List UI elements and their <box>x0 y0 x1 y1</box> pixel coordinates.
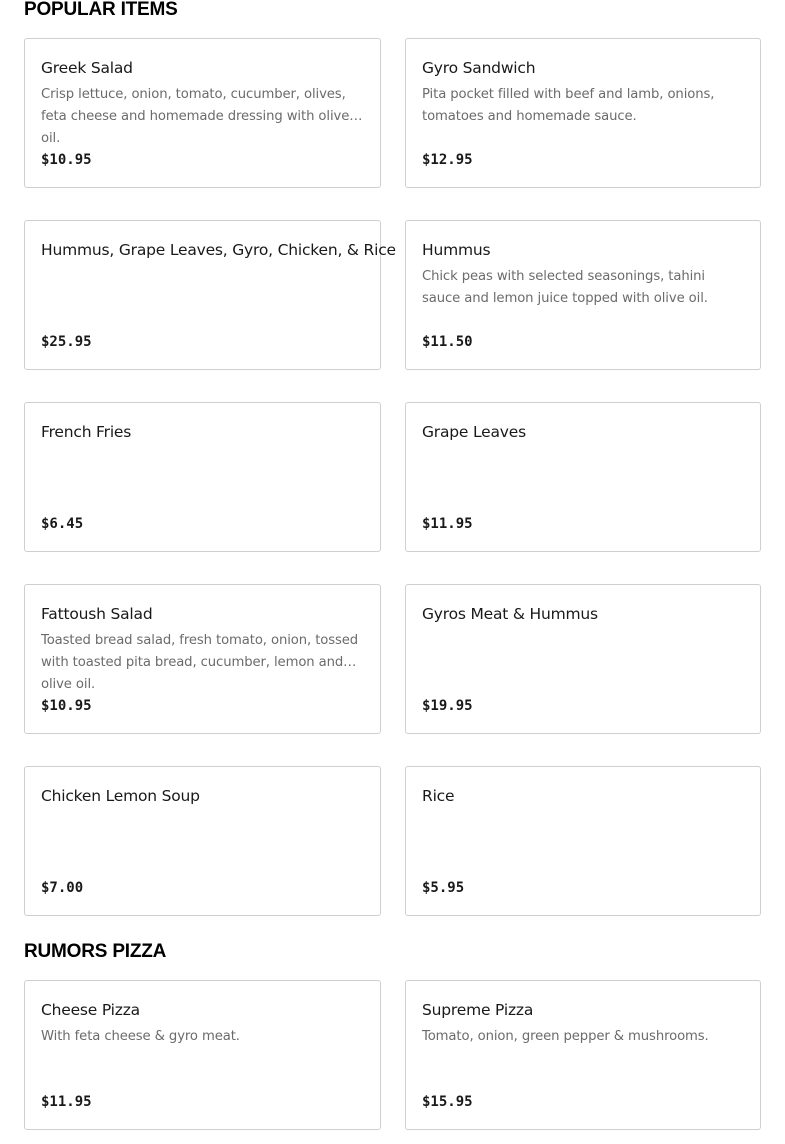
menu-item-name: French Fries <box>41 423 132 441</box>
popular-items-grid <box>24 38 761 916</box>
menu-item-price: $10.95 <box>41 152 92 168</box>
menu-item-card[interactable] <box>24 980 381 1130</box>
menu-item-name: Gyros Meat & Hummus <box>422 605 598 623</box>
menu-item-card[interactable] <box>405 38 761 188</box>
menu-item-description: Toasted bread salad, fresh tomato, onion, tossed with toasted pita bread, cucumber, lemon and olive oil. <box>41 633 359 692</box>
menu-item-description: Pita pocket filled with beef and lamb, onions, tomatoes and homemade sauce. <box>422 87 715 124</box>
menu-item-description: Tomato, onion, green pepper & mushrooms. <box>422 1029 709 1044</box>
menu-item-price: $11.50 <box>422 334 473 350</box>
menu-item-card[interactable] <box>24 584 381 734</box>
menu-item-name: Hummus, Grape Leaves, Gyro, Chicken, & Rice <box>41 241 396 259</box>
menu-item-description: With feta cheese & gyro meat. <box>41 1029 240 1044</box>
menu-item-card[interactable] <box>24 38 381 188</box>
menu-item-card[interactable] <box>405 980 761 1130</box>
menu-item-name: Fattoush Salad <box>41 605 153 623</box>
menu-item-card[interactable] <box>24 402 381 552</box>
menu-item-name: Chicken Lemon Soup <box>41 787 200 805</box>
menu-item-name: Grape Leaves <box>422 423 526 441</box>
menu-item-price: $11.95 <box>422 516 473 532</box>
menu-item-name: Supreme Pizza <box>422 1001 534 1019</box>
menu-item-price: $5.95 <box>422 880 465 896</box>
menu-item-card[interactable] <box>405 584 761 734</box>
menu-item-card[interactable] <box>405 402 761 552</box>
menu-item-price: $7.00 <box>41 880 84 896</box>
menu-item-name: Greek Salad <box>41 59 133 77</box>
menu-item-name: Rice <box>422 787 455 805</box>
menu-item-card[interactable] <box>405 220 761 370</box>
menu-item-price: $6.45 <box>41 516 84 532</box>
rumors-pizza-grid <box>24 980 761 1130</box>
menu-item-price: $15.95 <box>422 1094 473 1110</box>
menu-item-description: Chick peas with selected seasonings, tahini sauce and lemon juice topped with olive oil. <box>422 269 708 306</box>
menu-item-price: $12.95 <box>422 152 473 168</box>
menu-item-price: $10.95 <box>41 698 92 714</box>
menu-item-price: $11.95 <box>41 1094 92 1110</box>
menu-item-name: Cheese Pizza <box>41 1001 140 1019</box>
menu-item-card[interactable] <box>24 220 396 370</box>
section-title-popular-items: POPULAR ITEMS <box>24 0 178 20</box>
menu-item-price: $25.95 <box>41 334 92 350</box>
menu-item-card[interactable] <box>405 766 761 916</box>
menu-item-name: Gyro Sandwich <box>422 59 536 77</box>
menu-item-name: Hummus <box>422 241 491 259</box>
menu-item-description: Crisp lettuce, onion, tomato, cucumber, olives, feta cheese and homemade dressing with olive oil. <box>41 87 350 146</box>
menu-item-price: $19.95 <box>422 698 473 714</box>
section-title-rumors-pizza: RUMORS PIZZA <box>24 941 167 962</box>
menu-item-card[interactable] <box>24 766 381 916</box>
